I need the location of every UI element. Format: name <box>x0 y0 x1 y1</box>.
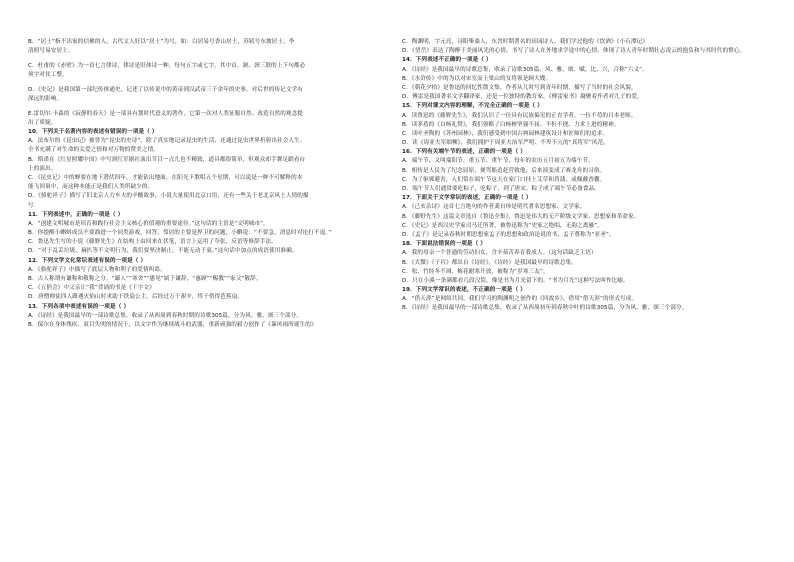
text-line: D．端午节人们通常要吃粽子，吃粽子，到了唐宋，粽子成了端午节必备食品。 <box>402 186 600 192</box>
text-line: C．读叶圣陶的《苏州园林》，我们感受到中国古典园林建筑设计和匠师们的追求。 <box>402 130 609 137</box>
text-line: A．法布尔的《昆虫记》被誉为“昆虫的史诗”，除了真实地记录昆虫的生活，还通过昆虫世界折射出社会人生。 <box>28 138 306 145</box>
text-line: 出了质疑。 <box>28 119 57 126</box>
text-line: B．《水浒传》中的为以对宋室而上梁山的女将领是顾大嫂。 <box>402 75 552 82</box>
text-line: A．《诗经》是我国最早的诗歌总集，收录了诗歌305篇，风、雅、颂、赋、比、兴，合称“六义”。 <box>402 66 648 73</box>
text-line: A．《己亥杂诗》这首七言绝句的作者龚自珍是明代著名思想家、文学家。 <box>402 204 586 211</box>
text-line: C．松、竹经冬不凋，梅花耐寒开放，被称为“岁寒三友”。 <box>402 268 549 275</box>
question-stem: 17．下面关于文学常识的表述，正确的一项是（ ） <box>402 195 532 202</box>
text-line: B．古人称谓有谦称和敬称之分。“鄙人”“寒舍”“愚见”属于谦辞，“惠顾”“赐教”“家父”敬辞。 <box>28 276 262 282</box>
text-line: B．读茅盾的《白杨礼赞》，我们领略了白杨树坚强不屈、不折不挠、力求上进的精神。 <box>402 121 620 128</box>
text-line: A．读鲁迅的《藤野先生》，我们认识了一位具有民族偏见的正直学者，一位不苟的日本老师。 <box>402 112 637 119</box>
text-line: 能飞回巢中，而这种本能正是我们人类所缺少的。 <box>28 184 154 191</box>
text-line: 深远的影响。 <box>28 95 63 102</box>
text-line: B．《式微》《子衿》都出自《诗经》，《诗经》是我国最早的诗歌总集。 <box>402 259 577 266</box>
text-line: B．相传是人民为了纪念屈原，便驾船追赶营救他，后来演变成了赛龙舟的习俗。 <box>402 167 606 174</box>
text-line: B．你提醒小蝌蚪成员不要溜进一个同类游戏，回答。邻居的主要是捍卫的问题，小蝌说：“不要急，消息时对论打不退。” <box>28 230 332 237</box>
text-line: A．“创建文明城市是培育和践行社会主义核心价值观的重要途径。”这句话的主语是“文明城市”。 <box>28 220 269 227</box>
text-line: C．《朝花夕拾》是鲁迅的回忆性散文集，作者从儿时写到青年时期，描写了当时的社会风貌。 <box>402 84 637 91</box>
text-line: C．鲁迅先生写的小说《藤野先生》在结构上由回来在伏笔，语言上运用了夸张、反语等修辞手法。 <box>28 239 277 246</box>
text-line: 清照号易安居士。 <box>28 48 74 55</box>
text-line: 全书充满了对生命的关爱之情和对万物的赞美之情。 <box>28 147 159 154</box>
text-line: B．“居士”指不出家的信佛的人，古代文人好以“居士”为号，如：白居易号香山居士，苏轼号东坡居士，李 <box>28 39 295 45</box>
text-line: C．陶渊明，字元亮，浔阳柴桑人，东晋时期著名的田园诗人。我们学过他的《饮酒》《小石潭记》 <box>402 39 649 45</box>
text-line: C．杜甫的《赤壁》为一首七言律诗，律诗是旧体诗一种，每句五字或七字，其中首、颔、颈三联的上下句都必 <box>28 62 306 69</box>
text-line: B．保尔在身体残疾、双目失明的情况下，以文字作为继续战斗的武器，重新顽强的毅力创作了《暴风雨所诞生的》 <box>28 321 317 328</box>
question-stem: 13．下列各项中表述有误的一项是（ ） <box>28 303 130 310</box>
text-line: D．《孟子》是记录春秋时期思想家孟子的思想和政治论说的书，孟子尊称为“亚圣”。 <box>402 231 615 238</box>
text-line: D．《史记》是我国第一部纪传体通史，记述了以传说中的黄帝到汉武帝三千余年的史事，对后世的传记文学有 <box>28 86 303 93</box>
text-line: B．《诗经》是我国最早的一部诗歌总集，收录了从西周初年到春秋中叶的诗歌305篇，分为风、雅、颂三个部分。 <box>402 305 688 312</box>
text-line: B．斯诺在《红星照耀中国》中写到红军剧社演出节目一点儿也不精致，道具都很简单，但观众却手舞足蹈看台 <box>28 156 306 163</box>
text-line: D．“对于乱丢垃圾、摘扒等不文明行为，我们要坚决制止，不能无动于衷。”这句话中加点的成语使用准确。 <box>28 248 298 255</box>
text-line: A．《诗经》是我国最早的一部诗歌总集，收录了从西周到春秋时期的诗歌305篇，分为风、雅、颂三个部分。 <box>28 312 303 319</box>
question-stem: 16．下列有关端午节的表述，正确的一项是（ ） <box>402 149 526 156</box>
question-stem: 10．下列关于名著内容的表述有错误的一项是（ ） <box>28 129 158 135</box>
question-stem: 18．下面说法错误的一项是（ ） <box>402 241 487 248</box>
text-line: C．《五猖会》中父亲让“我”背诵的书是《千字文》 <box>28 285 155 292</box>
left-column <box>28 38 396 330</box>
text-line: D．傅雷是我国著名文学翻译家，还是一位独特的教育家，《傅雷家书》凝聚着作者对儿子的爱。 <box>402 94 643 101</box>
text-line: 上的演出。 <box>28 165 57 172</box>
question-stem: 12．下列文学文化常识表述有误的一项是（ ） <box>28 257 147 264</box>
question-stem: 15．下列对课文内容的理解，不完全正确的一项是（ ） <box>402 103 543 110</box>
text-line: D．读《周亚夫军细柳》，我们拥护于周亚夫治军严明、不卑不亢的“真将军”风范。 <box>402 140 609 147</box>
question-stem: 19．下列文学常识的表述，不正确的一项是（ ） <box>402 287 526 294</box>
text-line: B．《藤野先生》这篇文章选自《鲁迅全集》，鲁迅是伟大的无产阶级文学家、思想家和革命家。 <box>402 213 640 220</box>
text-line: D．《望岳》表达了陶醉于美丽风光的心情，书写了诗人在外地求学途中的心情。体现了诗人青年时期壮志凌云的抱负和与其时代的愤心。 <box>402 48 746 55</box>
text-line: C．为了驱邪避害，人们常在端午节这天在家门口挂上艾草和菖蒲，或佩戴香囊。 <box>402 176 606 183</box>
text-line: C．《史记》是西汉史学家司马迁所著，被鲁迅称为“史家之绝唱，无韵之离骚”。 <box>402 222 603 229</box>
text-line: E.雷切尔·卡森的《寂静的春天》是一部具有划时代意义的著作，它第一次对人类征服自然、改造自然的观念提 <box>28 110 303 117</box>
text-line: C．《昆虫记》中的蝉要在地下潜伏四年，才能钻出地面，在阳光下歌唱五个星期，可以说是一种不可解释的本 <box>28 174 303 181</box>
text-line: A．我的母亲一个普通的劳动妇女，含辛茹苦养育我成人。（这句话缺乏主语） <box>402 250 597 257</box>
text-line: A．“借天涯”是网络共同，我们学习的陶渊明之创作的《回故乡》，借用“借天涯”的形式写成。 <box>402 296 638 303</box>
text-line: D．只在小溪一条满都看几段汉筒，像是书为月光留下的。“书为月光”这种写法叫作比喻。 <box>402 277 629 284</box>
text-line: D．《骆驼祥子》描写了旧北京人力车夫的辛酸故事，小说大量使用北京口语，还有一些关于老北京风土人情的描 <box>28 193 309 200</box>
text-line: 写 <box>28 202 34 209</box>
text-line: 须字对仗工整。 <box>28 72 68 79</box>
text-line: A．《骆驼祥子》中描写了底层人物和利子的爱情纠葛。 <box>28 266 166 273</box>
text-line: A．端午节，又叫端阳节、重五节、重午节，每年的农历五月初五为端午节。 <box>402 158 594 165</box>
text-line: D．唐僧师徒四人路遇火焰山时求助于铁扇公主，后经过万千艰辛，终于借得芭蕉扇。 <box>28 294 244 301</box>
question-stem: 11．下列表述中，正确的一项是（ ） <box>28 211 124 218</box>
question-stem: 14．下列表述不正确的一项是（ ） <box>402 57 492 64</box>
right-column <box>402 38 770 314</box>
